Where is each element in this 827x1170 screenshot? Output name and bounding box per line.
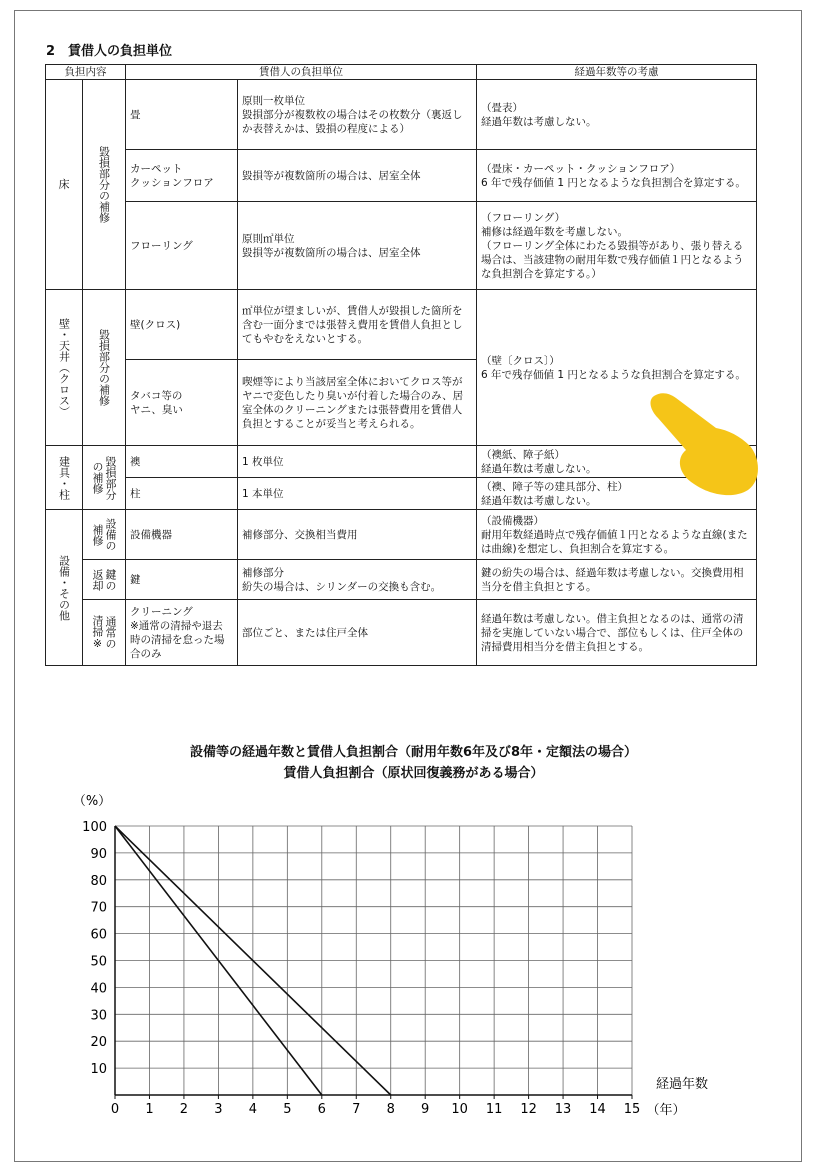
subcategory-cell: [83, 510, 126, 560]
subcategory-cell: [83, 290, 126, 446]
age-cell: （襖、障子等の建具部分、柱） 経過年数は考慮しない。: [477, 478, 757, 510]
depreciation-chart: [0, 780, 827, 1125]
unit-cell: 部位ごと、または住戸全体: [238, 600, 477, 666]
unit-cell: 1 本単位: [238, 478, 477, 510]
vertical-label: 補修: [91, 523, 104, 546]
y-tick-label: 80: [90, 873, 107, 889]
item-cell: 鍵: [126, 560, 238, 600]
x-tick-label: 8: [386, 1102, 395, 1117]
chart-subtitle: 賃借人負担割合（原状回復義務がある場合）: [283, 766, 544, 781]
subcategory-cell: [83, 80, 126, 290]
category-cell: 床: [46, 80, 83, 290]
y-tick-label: 30: [90, 1008, 107, 1024]
unit-cell: ㎡単位が望ましいが、賃借人が毀損した箇所を含む一面分までは張替え費用を賃借人負担としてもやむをえないとする。: [238, 290, 477, 360]
age-cell: （フローリング） 補修は経過年数を考慮しない。 （フローリング全体にわたる毀損等があり、張り替える場合は、当該建物の耐用年数で残存価値１円となるような負担割合を算定する。）: [477, 202, 757, 290]
vertical-label: 設備・その他: [57, 554, 71, 621]
age-cell: 経過年数は考慮しない。借主負担となるのは、通常の清掃を実施していない場合で、部位もしくは、住戸全体の清掃費用相当分を借主負担とする。: [477, 600, 757, 666]
x-axis-unit: （年）: [646, 1103, 686, 1118]
table-row: [46, 510, 757, 560]
x-tick-label: 15: [623, 1102, 641, 1117]
subcategory-cell: [83, 446, 126, 510]
age-cell: 鍵の紛失の場合は、経過年数は考慮しない。交換費用相当分を借主負担とする。: [477, 560, 757, 600]
age-cell: （壁〔クロス〕） 6 年で残存価値 1 円となるような負担割合を算定する。: [477, 290, 757, 446]
unit-cell: 原則㎡単位 毀損等が複数箇所の場合は、居室全体: [238, 202, 477, 290]
chart-title: 設備等の経過年数と賃借人負担割合（耐用年数6年及び8年・定額法の場合）: [189, 745, 638, 760]
section-title: 2 賃借人の負担単位: [46, 44, 173, 59]
item-cell: クリーニング ※通常の清掃や退去時の清掃を怠った場合のみ: [126, 600, 238, 666]
item-cell: 壁(クロス): [126, 290, 238, 360]
y-tick-label: 50: [90, 954, 107, 970]
unit-cell: 毀損等が複数箇所の場合は、居室全体: [238, 150, 477, 202]
y-tick-label: 90: [90, 846, 107, 862]
item-cell: カーペット クッションフロア: [126, 150, 238, 202]
vertical-label: 鍵の: [104, 568, 117, 591]
x-tick-label: 9: [421, 1102, 430, 1117]
subcategory-cell: [83, 600, 126, 666]
y-tick-label: 70: [90, 900, 107, 916]
table-row: [46, 202, 757, 290]
table-row: [46, 80, 757, 150]
vertical-label: 毀損部分: [104, 455, 117, 500]
table-row: [46, 560, 757, 600]
unit-cell: 1 枚単位: [238, 446, 477, 478]
age-cell: （畳表） 経過年数は考慮しない。: [477, 80, 757, 150]
vertical-label: 毀損部分の補修: [97, 146, 111, 223]
vertical-label: の補修: [91, 461, 104, 494]
x-axis-label: 経過年数: [655, 1077, 709, 1092]
header-unit: 賃借人の負担単位: [126, 65, 477, 80]
unit-cell: 補修部分、交換相当費用: [238, 510, 477, 560]
x-tick-label: 11: [485, 1102, 503, 1117]
x-tick-label: 5: [283, 1102, 292, 1117]
x-tick-label: 3: [214, 1102, 223, 1117]
vertical-label: 返却: [91, 568, 104, 591]
x-tick-label: 6: [317, 1102, 326, 1117]
item-cell: 柱: [126, 478, 238, 510]
x-tick-label: 7: [352, 1102, 361, 1117]
unit-cell: 原則一枚単位 毀損部分が複数枚の場合はその枚数分（裏返しか表替えかは、毀損の程度による）: [238, 80, 477, 150]
x-tick-label: 1: [145, 1102, 154, 1117]
x-tick-label: 2: [179, 1102, 189, 1117]
age-cell: （襖紙、障子紙） 経過年数は考慮しない。: [477, 446, 757, 478]
item-cell: タバコ等の ヤニ、臭い: [126, 360, 238, 446]
y-tick-label: 60: [90, 927, 107, 943]
unit-cell: 補修部分 紛失の場合は、シリンダーの交換も含む。: [238, 560, 477, 600]
y-tick-label: 20: [90, 1035, 107, 1051]
category-cell: [46, 510, 83, 666]
item-cell: 襖: [126, 446, 238, 478]
header-age: 経過年数等の考慮: [477, 65, 757, 80]
x-tick-label: 4: [248, 1102, 258, 1117]
x-tick-label: 12: [520, 1102, 537, 1117]
burden-table: [45, 64, 757, 666]
item-cell: フローリング: [126, 202, 238, 290]
x-tick-label: 14: [589, 1102, 606, 1117]
age-cell: （畳床・カーペット・クッションフロア） 6 年で残存価値 1 円となるような負担割合を算定する。: [477, 150, 757, 202]
x-tick-label: 13: [554, 1102, 572, 1117]
age-cell: （設備機器） 耐用年数経過時点で残存価値１円となるような直線(または曲線)を想定し、負担割合を算定する。: [477, 510, 757, 560]
vertical-label: 毀損部分の補修: [97, 329, 111, 406]
item-cell: 畳: [126, 80, 238, 150]
subcategory-cell: [83, 560, 126, 600]
y-axis-label: （%）: [72, 794, 112, 809]
vertical-label: 清掃※: [91, 615, 104, 650]
vertical-label: 通常の: [104, 616, 117, 649]
x-tick-label: 10: [451, 1102, 468, 1117]
x-tick-label: 0: [110, 1102, 120, 1117]
vertical-label: 建具・柱: [57, 455, 71, 500]
y-tick-label: 40: [90, 981, 107, 997]
vertical-label: 壁・天井（クロス）: [57, 318, 71, 417]
vertical-label: 設備の: [104, 518, 117, 551]
y-tick-label: 10: [90, 1062, 107, 1078]
category-cell: [46, 290, 83, 446]
table-row: [46, 150, 757, 202]
pointing-hand-icon: [636, 388, 766, 508]
category-cell: [46, 446, 83, 510]
table-row: [46, 290, 757, 360]
header-content: 負担内容: [46, 65, 126, 80]
item-cell: 設備機器: [126, 510, 238, 560]
table-header-row: [46, 65, 757, 80]
y-tick-label: 100: [82, 820, 107, 835]
unit-cell: 喫煙等により当該居室全体においてクロス等がヤニで変色したり臭いが付着した場合のみ、居室全体のクリーニングまたは張替費用を賃借人負担とすることが妥当と考えられる。: [238, 360, 477, 446]
table-row: [46, 600, 757, 666]
